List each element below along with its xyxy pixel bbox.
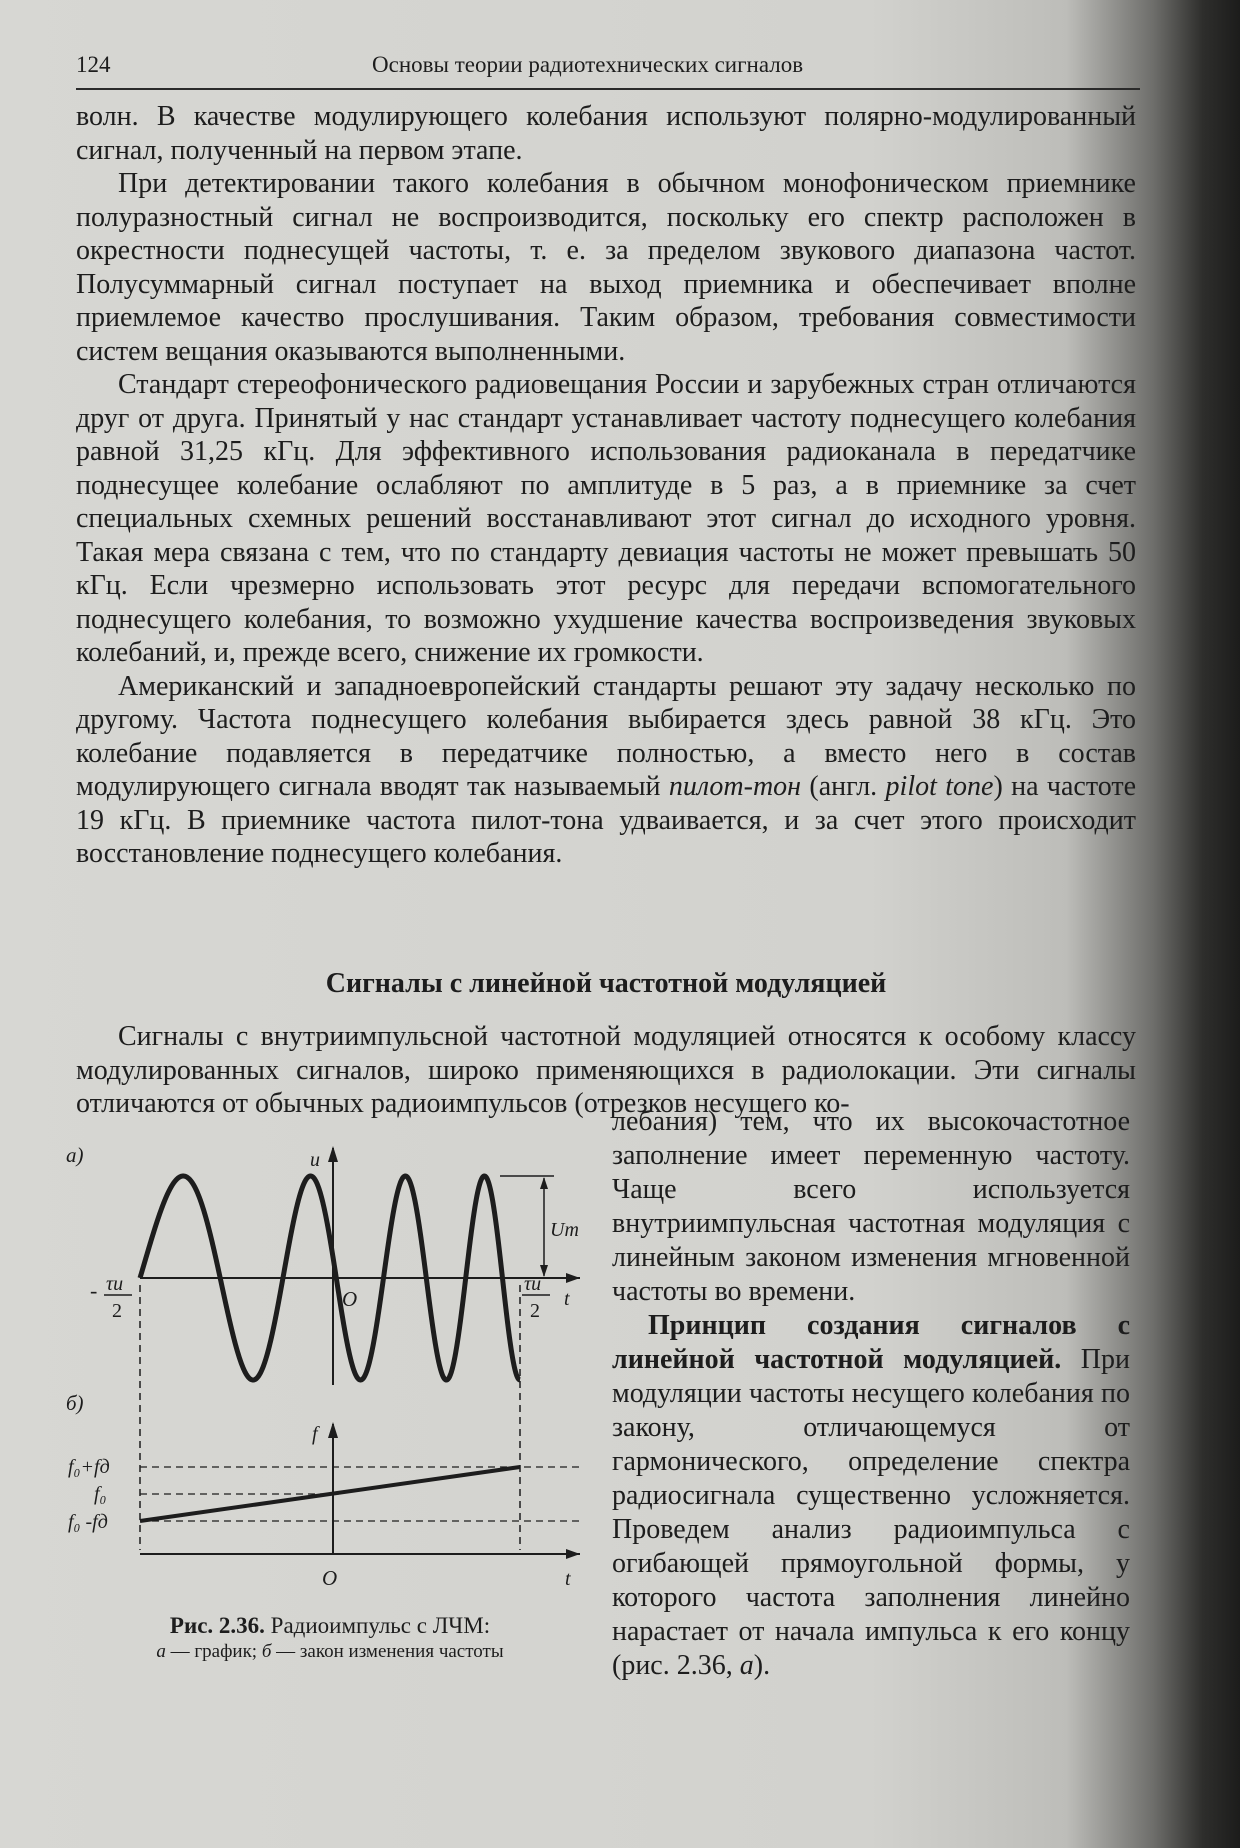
paragraph-4-part-a: Американский и западноевропейский стандарты решают эту задачу несколько по другому. Частота поднесущего колебания выбирается здесь равной 38 кГц. Это колебание подавляется в передатчике полностью, а вместо него в состав модулирующего сигнала вводят так называемый — [76, 670, 1136, 802]
caption-b-text: — закон изменения частоты — [271, 1641, 504, 1662]
origin-a: O — [342, 1287, 358, 1311]
principle-end: ). — [753, 1650, 771, 1681]
tau-left-minus: - — [90, 1278, 98, 1303]
caption-line-2 — [60, 1640, 600, 1664]
figure-reference: а — [739, 1650, 754, 1681]
tau-left-num: τи — [106, 1273, 124, 1295]
term-pilot-tone: пилот-тон — [668, 771, 802, 802]
figure-caption — [60, 1612, 600, 1664]
paragraph-1: волн. В качестве модулирующего колебания используют полярно-модулированный сигнал, полученный на первом этапе. — [76, 101, 1136, 166]
paragraph-2: При детектировании такого колебания в обычном монофоническом приемнике полуразностный сигнал не воспроизводится, поскольку его спектр расположен в окрестности поднесущей частоты, т. е. за пределом звукового диапазона частот. Полусуммарный сигнал поступает на выход приемника и обеспечивает вполне приемлемое качество прослушивания. Таким образом, требования совместимости систем вещания оказываются выполненными. — [76, 168, 1136, 367]
right-column-text — [612, 1105, 1130, 1683]
paragraph-4-part-c: ) на частоте 19 кГц. В приемнике частота пилот-тона удваивается, и за счет этого происходит восстановление поднесущего колебания. — [76, 771, 1136, 869]
u-axis-arrow — [328, 1146, 338, 1162]
intro-paragraph: Сигналы с внутриимпульсной частотной модуляцией относятся к особому классу модулированных сигналов, широко применяющихся в радиолокации. Эти сигналы отличаются от обычных радиоимпульсов (отрезков несущего ко- — [76, 1021, 1136, 1119]
figure-2-36 — [60, 1140, 600, 1630]
caption-number: Рис. 2.36. — [169, 1613, 265, 1638]
t-axis-label-a: t — [564, 1288, 570, 1310]
caption-b-letter: б — [261, 1641, 272, 1662]
paragraph-3: Стандарт стереофонического радиовещания России и зарубежных стран отличаются друг от друга. Принятый у нас стандарт устанавливает частоту поднесущего колебания равной 31,25 кГц. Для эффективного использования радиоканала в передатчике поднесущее колебание ослабляют по амплитуде в 5 раз, а в приемнике за счет специальных схемных решений восстанавливают этот сигнал до исходного уровня. Такая мера связана с тем, что по стандарту девиация частоты не может превышать 50 кГц. Если чрезмерно использовать этот ресурс для передачи вспомогательного поднесущего колебания, то возможно ухудшение качества воспроизведения звуковых колебаний, и, прежде всего, снижение их громкости. — [76, 369, 1136, 668]
time-axis-a-arrow — [566, 1273, 580, 1283]
tau-left-den: 2 — [112, 1300, 122, 1322]
um-label: Um — [550, 1219, 579, 1241]
body-text — [76, 100, 1136, 871]
term-pilot-tone-english: pilot tone — [885, 771, 994, 802]
frequency-law-line — [140, 1467, 520, 1521]
panel-b-label: б) — [66, 1391, 84, 1415]
running-head — [76, 48, 1140, 90]
section-heading: Сигналы с линейной частотной модуляцией — [325, 968, 887, 999]
caption-line-1 — [60, 1612, 600, 1640]
paragraph-4 — [76, 670, 1136, 871]
origin-b: O — [322, 1566, 338, 1590]
f-mid-label: f₀ — [94, 1483, 107, 1505]
f-axis-arrow — [328, 1422, 338, 1438]
caption-title: Радиоимпульс с ЛЧМ: — [264, 1613, 491, 1638]
um-arrow-bottom — [540, 1265, 548, 1277]
principle-title: Принцип создания сигналов с линейной частотной модуляцией. — [612, 1310, 1130, 1375]
time-axis-b-arrow — [566, 1549, 580, 1559]
paragraph-4-part-b: (англ. — [801, 771, 886, 802]
t-axis-label-b: t — [565, 1568, 571, 1590]
um-arrow-top — [540, 1177, 548, 1189]
principle-text: При модуляции частоты несущего колебания по закону, отличающемуся от гармонического, определение спектра радиосигнала существенно усложняется. Проведем анализ радиоимпульса с огибающей прямоугольной формы, у которого частота заполнения линейно нарастает от начала импульса к его концу (рис. 2.36, — [612, 1344, 1130, 1681]
f-axis-label: f — [312, 1423, 318, 1445]
panel-a-label: а) — [66, 1143, 84, 1167]
u-axis-label: u — [310, 1149, 320, 1171]
tau-right-num: τи — [524, 1273, 542, 1295]
tau-right-den: 2 — [530, 1300, 540, 1322]
principle-paragraph — [612, 1309, 1130, 1683]
f-low-label: f₀ -fд — [68, 1511, 108, 1533]
caption-a-letter: а — [156, 1641, 166, 1662]
running-title: Основы теории радиотехнических сигналов — [372, 52, 804, 77]
intro-continuation: лебания) тем, что их высокочастотное заполнение имеет переменную частоту. Чаще всего используется внутриимпульсная частотная модуляция с линейным законом изменения мгновенной частоты во времени. — [612, 1106, 1130, 1307]
f-high-label: f₀+fд — [68, 1456, 110, 1478]
caption-a-text: — график; — [165, 1641, 262, 1662]
page-number: 124 — [76, 52, 111, 77]
